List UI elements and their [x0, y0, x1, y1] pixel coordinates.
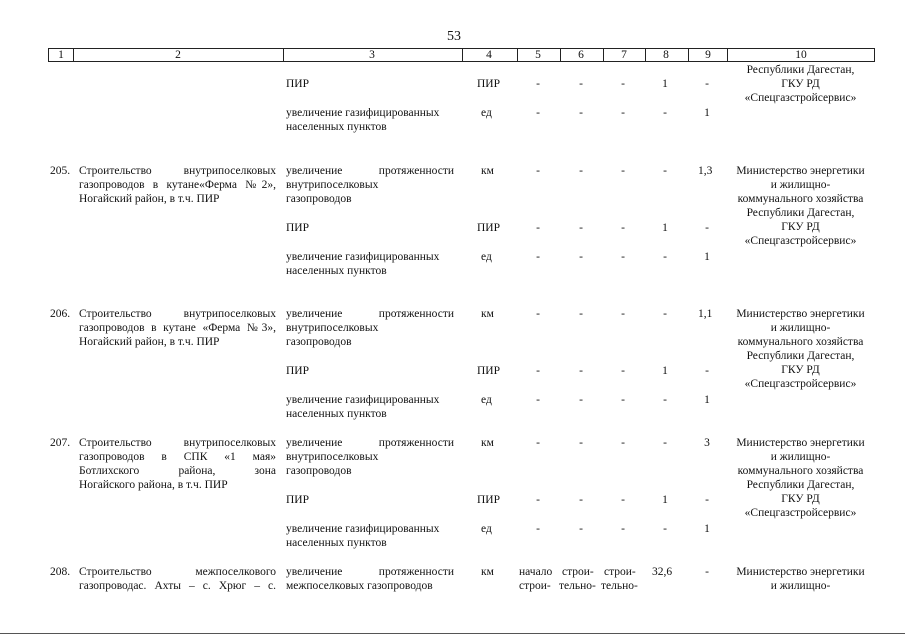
project-name: газопроводов в кутане «Ферма №3»,	[79, 322, 276, 334]
indicator-text: увеличение протяженности	[286, 165, 454, 177]
indicator-text: газопроводов	[286, 336, 352, 348]
project-name: Ногайский район, в т.ч. ПИР	[79, 336, 220, 348]
value-cell: 3	[704, 437, 710, 449]
org-line: ГКУ РД	[781, 221, 820, 233]
value-cell: -	[621, 165, 625, 177]
org-line: и жилищно-	[770, 580, 831, 592]
value-cell: -	[536, 308, 540, 320]
value-cell: -	[579, 365, 583, 377]
value-cell: 1	[704, 523, 710, 535]
value-cell: -	[621, 523, 625, 535]
value-cell: 1	[662, 78, 668, 90]
project-name: Ногайского района, в т.ч. ПИР	[79, 479, 228, 491]
org-line: «Спецгазстройсервис»	[744, 235, 857, 247]
org-line: коммунального хозяйства	[737, 193, 864, 205]
col-separator	[73, 48, 74, 62]
org-line: Республики Дагестан,	[746, 64, 855, 76]
value-cell: -	[536, 494, 540, 506]
org-line: коммунального хозяйства	[737, 336, 864, 348]
value-cell: -	[579, 107, 583, 119]
value-cell: -	[579, 165, 583, 177]
col-header: 7	[621, 49, 627, 61]
unit-cell: ед	[481, 523, 492, 535]
value-cell: -	[621, 251, 625, 263]
entry-number: 207.	[50, 437, 71, 449]
unit-cell: ПИР	[477, 78, 501, 90]
col-header: 3	[369, 49, 375, 61]
value-cell: -	[579, 494, 583, 506]
value-cell: 1	[704, 107, 710, 119]
value-cell: -	[536, 251, 540, 263]
page-number: 53	[447, 29, 461, 44]
col-separator	[688, 48, 689, 62]
project-name: Ногайский район, в т.ч. ПИР	[79, 193, 220, 205]
indicator-text: населенных пунктов	[286, 537, 387, 549]
indicator-text: межпоселковых газопроводов	[286, 580, 433, 592]
col-header: 10	[795, 49, 807, 61]
org-line: «Спецгазстройсервис»	[744, 92, 857, 104]
value-cell: -	[579, 78, 583, 90]
indicator-text: населенных пунктов	[286, 408, 387, 420]
unit-cell: км	[481, 165, 494, 177]
value-cell: -	[705, 494, 709, 506]
project-name: Строительство внутрипоселковых	[79, 165, 276, 177]
unit-cell: км	[481, 308, 494, 320]
value-cell: тельно-	[601, 580, 638, 592]
value-cell: -	[663, 523, 667, 535]
value-cell: -	[536, 165, 540, 177]
project-name: газопроводас. Ахты – с. Хрюг – с.	[79, 580, 276, 592]
col-header: 9	[705, 49, 711, 61]
value-cell: -	[536, 394, 540, 406]
org-line: и жилищно-	[770, 179, 831, 191]
indicator-text: внутрипоселковых	[286, 179, 379, 191]
value-cell: -	[579, 394, 583, 406]
col-header: 1	[58, 49, 64, 61]
unit-cell: км	[481, 566, 494, 578]
project-name: Строительство внутрипоселковых	[79, 308, 276, 320]
org-line: Республики Дагестан,	[746, 479, 855, 491]
indicator-text: увеличение газифицированных	[286, 523, 440, 535]
project-name: Строительство межпоселкового	[79, 566, 276, 578]
indicator-text: увеличение протяженности	[286, 437, 454, 449]
project-name: Строительство внутрипоселковых	[79, 437, 276, 449]
value-cell: строи-	[519, 580, 551, 592]
org-line: Министерство энергетики	[736, 437, 865, 449]
col-separator	[48, 48, 49, 62]
indicator-text: внутрипоселковых	[286, 451, 379, 463]
col-header: 6	[578, 49, 584, 61]
value-cell: -	[536, 78, 540, 90]
value-cell: строи-	[604, 566, 636, 578]
org-line: «Спецгазстройсервис»	[744, 378, 857, 390]
value-cell: -	[579, 523, 583, 535]
indicator-text: населенных пунктов	[286, 121, 387, 133]
indicator-text: увеличение газифицированных	[286, 107, 440, 119]
value-cell: -	[705, 222, 709, 234]
org-line: Республики Дагестан,	[746, 350, 855, 362]
unit-cell: ед	[481, 107, 492, 119]
value-cell: -	[621, 308, 625, 320]
col-separator	[462, 48, 463, 62]
value-cell: -	[579, 437, 583, 449]
unit-cell: ПИР	[477, 222, 501, 234]
entry-number: 208.	[50, 566, 71, 578]
org-line: ГКУ РД	[781, 78, 820, 90]
value-cell: -	[536, 107, 540, 119]
col-separator	[874, 48, 875, 62]
indicator-text: увеличение газифицированных	[286, 251, 440, 263]
scan-edge-line	[0, 633, 905, 634]
value-cell: тельно-	[559, 580, 596, 592]
value-cell: -	[663, 394, 667, 406]
value-cell: -	[579, 251, 583, 263]
org-line: Министерство энергетики	[736, 165, 865, 177]
value-cell: -	[579, 222, 583, 234]
value-cell: 1,1	[698, 308, 713, 320]
project-name: Ботлихского района, зона	[79, 465, 276, 477]
indicator-text: ПИР	[286, 222, 310, 234]
project-name: газопроводов в СПК «1 мая»	[79, 451, 276, 463]
indicator-text: увеличение протяженности	[286, 308, 454, 320]
entry-number: 206.	[50, 308, 71, 320]
org-line: «Спецгазстройсервис»	[744, 507, 857, 519]
unit-cell: км	[481, 437, 494, 449]
org-line: коммунального хозяйства	[737, 465, 864, 477]
value-cell: -	[705, 78, 709, 90]
value-cell: 1	[662, 222, 668, 234]
value-cell: начало	[519, 566, 553, 578]
indicator-text: ПИР	[286, 494, 310, 506]
col-separator	[727, 48, 728, 62]
value-cell: -	[621, 394, 625, 406]
value-cell: 1	[662, 494, 668, 506]
indicator-text: ПИР	[286, 78, 310, 90]
col-header: 8	[663, 49, 669, 61]
value-cell: -	[621, 437, 625, 449]
col-separator	[603, 48, 604, 62]
unit-cell: ед	[481, 251, 492, 263]
value-cell: -	[579, 308, 583, 320]
value-cell: 1	[704, 251, 710, 263]
col-header: 4	[486, 49, 492, 61]
value-cell: 32,6	[652, 566, 673, 578]
value-cell: -	[705, 566, 709, 578]
value-cell: 1,3	[698, 165, 713, 177]
indicator-text: ПИР	[286, 365, 310, 377]
value-cell: -	[705, 365, 709, 377]
indicator-text: увеличение протяженности	[286, 566, 454, 578]
project-name: газопроводов в кутане«Ферма №2»,	[79, 179, 276, 191]
indicator-text: внутрипоселковых	[286, 322, 379, 334]
org-line: и жилищно-	[770, 451, 831, 463]
value-cell: -	[536, 437, 540, 449]
value-cell: -	[663, 107, 667, 119]
unit-cell: ед	[481, 394, 492, 406]
unit-cell: ПИР	[477, 494, 501, 506]
unit-cell: ПИР	[477, 365, 501, 377]
value-cell: -	[663, 165, 667, 177]
value-cell: -	[536, 365, 540, 377]
indicator-text: увеличение газифицированных	[286, 394, 440, 406]
indicator-text: населенных пунктов	[286, 265, 387, 277]
org-line: Министерство энергетики	[736, 308, 865, 320]
value-cell: -	[663, 308, 667, 320]
value-cell: -	[621, 222, 625, 234]
org-line: Республики Дагестан,	[746, 207, 855, 219]
col-header: 5	[535, 49, 541, 61]
indicator-text: газопроводов	[286, 193, 352, 205]
value-cell: -	[621, 494, 625, 506]
col-separator	[645, 48, 646, 62]
value-cell: 1	[704, 394, 710, 406]
value-cell: -	[536, 222, 540, 234]
value-cell: -	[621, 365, 625, 377]
col-header: 2	[175, 49, 181, 61]
col-separator	[283, 48, 284, 62]
org-line: ГКУ РД	[781, 493, 820, 505]
indicator-text: газопроводов	[286, 465, 352, 477]
value-cell: -	[621, 107, 625, 119]
col-separator	[517, 48, 518, 62]
org-line: ГКУ РД	[781, 364, 820, 376]
value-cell: -	[663, 251, 667, 263]
col-separator	[560, 48, 561, 62]
value-cell: -	[621, 78, 625, 90]
value-cell: строи-	[562, 566, 594, 578]
org-line: и жилищно-	[770, 322, 831, 334]
value-cell: -	[663, 437, 667, 449]
entry-number: 205.	[50, 165, 71, 177]
org-line: Министерство энергетики	[736, 566, 865, 578]
value-cell: -	[536, 523, 540, 535]
value-cell: 1	[662, 365, 668, 377]
